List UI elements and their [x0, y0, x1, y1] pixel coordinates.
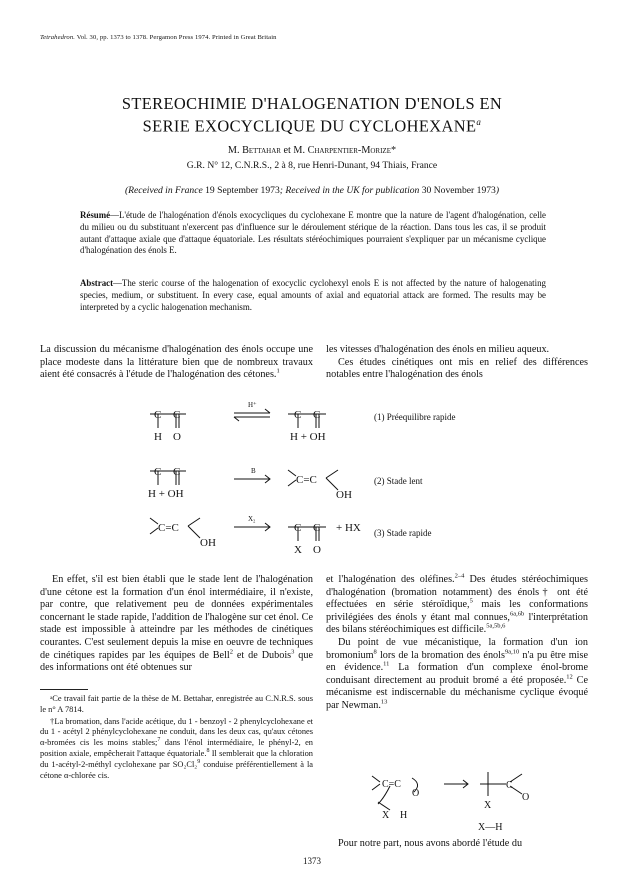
- ref-5: 5: [469, 597, 473, 605]
- received-part1: (Received in France: [124, 185, 203, 196]
- body-left-text-a: En effet, s'il est bien établi que le stade lent de l'halogénation d'une cétone est la formation d'un énol intermédiaire, il n'existe, par contre, que relativement peu de données expérimentales concernant le stade rapide, l'addition de l'halogène sur cet énol. Ce stade est impossible à atteindre par les méthodes de cinétiques courantes. C'est seulement depuis la mise en oeuvre de techniques de cinétiques rapides par les équipes de Bell: [40, 574, 313, 661]
- intro-left-text: La discussion du mécanisme d'halogénation des énols occupe une place modeste dans la littérature bien que de nombreux travaux aient été consacrés à l'étude de l'halogénation des cétones.: [40, 344, 313, 381]
- footnote-dagger-text-c: Il semblerait que la chloration du 1-acétyl-2-méthyl cyclohexane par SO₂Cl₂: [40, 748, 313, 769]
- reaction-scheme: [120, 400, 560, 570]
- body-right-text-d: l'interprétation des bilans stéréochimiques est difficile.: [326, 611, 588, 636]
- footnote-dagger: [40, 717, 313, 782]
- bond: [288, 480, 296, 486]
- resume-text: —L'étude de l'halogénation d'énols exocycliques du cyclohexane E montre que la nature de l'agent d'halogénation, celle du milieu ou du substituant n'exercent pas d'influence sur le déroulement stérique de la réaction. Dans tous les cas, il se produit autant d'attaque axiale que d'attaque équatoriale. Les résultats stéréochimiques pourraient s'expliquer par un mécanisme cyclique d'halogénation des énols E.: [80, 210, 546, 256]
- corresponding-star: *: [391, 145, 397, 156]
- bond: [372, 776, 380, 782]
- atom-c: C: [506, 780, 513, 791]
- atom-c: C: [294, 522, 302, 534]
- atom-oh: OH: [200, 537, 216, 549]
- ref-3: 3: [291, 648, 295, 656]
- atom-c: C: [173, 409, 181, 421]
- atom-c: C: [313, 409, 321, 421]
- body-right-column: [326, 574, 588, 713]
- ref-8: 8: [206, 748, 210, 755]
- abstract-block: [80, 278, 546, 313]
- ref-13: 13: [380, 698, 388, 706]
- reagent-x2: X₂: [248, 515, 256, 523]
- body-left-paragraph: [40, 574, 313, 675]
- bond: [378, 802, 390, 810]
- bond: [150, 518, 158, 524]
- step2-label: (2) Stade lent: [374, 476, 423, 486]
- body-right-p2: [326, 637, 588, 713]
- abstract-text: —The steric course of the halogenation of exocyclic cyclohexyl enols E is not affected by the nature of halogenating species, medium, or substituent. In every case, equal amounts of axial and equatorial attack are formed. The results may be interpreted by a cyclic halogenation mechanism.: [80, 278, 546, 312]
- body-right-text-g: n'a pu être mise en évidence.: [326, 649, 588, 674]
- step3-label: (3) Stade rapide: [374, 528, 432, 538]
- affiliation: G.R. N° 12, C.N.R.S., 2 à 8, rue Henri-Dunant, 94 Thiais, France: [186, 160, 438, 171]
- atom-o: O: [173, 431, 181, 443]
- journal-name: Tetrahedron.: [40, 34, 75, 41]
- atom-hoh: H + OH: [290, 431, 326, 443]
- atom-x: X: [484, 800, 492, 811]
- bond: [150, 528, 158, 534]
- body-right-p3: Pour notre part, nous avons abordé l'étude du: [338, 838, 523, 849]
- received-part2: ; Received in the UK for publication: [279, 185, 420, 196]
- body-right-text-f: lors de la bromation des énols: [376, 649, 505, 661]
- step1-label: (1) Préequilibre rapide: [374, 412, 456, 422]
- bond: [372, 784, 380, 790]
- title-line-2-text: SERIE EXOCYCLIQUE DU CYCLOHEXANE: [142, 116, 477, 136]
- author-joiner: et M.: [280, 145, 308, 156]
- reagent-h-plus: H⁺: [248, 401, 257, 409]
- bond: [188, 526, 200, 538]
- resume-label: Résumé: [80, 210, 111, 220]
- author1-initial: M.: [227, 145, 243, 156]
- ref-8: 8: [373, 648, 377, 656]
- arrow: [234, 417, 239, 421]
- ref-5-6: 5a,5b,6: [486, 622, 506, 630]
- bond: [188, 518, 200, 526]
- title-footnote-marker: a: [476, 117, 482, 127]
- atom-c: C: [294, 409, 302, 421]
- intro-left-column: [40, 344, 313, 382]
- ref-1: 1: [276, 367, 280, 375]
- paper-title: [40, 94, 584, 135]
- c-eq-c: C=C: [382, 779, 401, 790]
- ref-2: 2: [229, 648, 233, 656]
- bond: [288, 470, 296, 476]
- atom-oh: OH: [336, 489, 352, 501]
- page-number: 1373: [303, 856, 321, 866]
- footnote-a: ᵃCe travail fait partie de la thèse de M. Bettahar, enregistrée au C.N.R.S. sous le n° A 7814.: [40, 694, 313, 714]
- ref-7: 7: [157, 737, 161, 744]
- reagent-b: B: [251, 467, 256, 475]
- ref-12: 12: [566, 673, 573, 681]
- footnote-dagger-text-b: dans l'énol intermédiaire, le phényl-2, en position axiale, empêcherait l'attaque équatoriale.: [40, 738, 313, 758]
- title-line-2: [40, 113, 584, 135]
- body-right-text-c: mais les conformations privilégiées des énols y étant mal connues,: [326, 599, 589, 623]
- ref-9-10: 9a,10: [504, 648, 520, 656]
- arrow: [265, 409, 270, 413]
- ref-6: 6a,6b: [509, 610, 525, 618]
- author1-name: Bettahar: [242, 145, 281, 156]
- footnote-dagger-text: †La bromation, dans l'acide acétique, du 1 - benzoyl - 2 phenylcyclohexane et du 1 - acétyl 2 phénylcyclohexane ne conduit, dans les deux cas, qu'aux cétones α-bromées cis les moins stables;: [40, 716, 313, 748]
- resume-block: [80, 210, 546, 257]
- intro-right-p1: les vitesses d'halogénation des énols en milieu aqueux.: [326, 344, 550, 355]
- received-close: ): [495, 185, 500, 196]
- atom-c: C: [154, 466, 162, 478]
- running-header: [40, 34, 600, 41]
- body-right-text-a: et l'halogénation des oléfines.: [326, 574, 455, 585]
- intro-left-paragraph: [40, 344, 313, 382]
- body-right-text-e: Du point de vue mécanistique, la formation d'un ion bromonium: [326, 636, 588, 661]
- body-left-text-c: que des informations ont été obtenues sur: [40, 649, 314, 674]
- footnotes: [40, 694, 313, 782]
- atom-c: C: [313, 522, 321, 534]
- body-left-column: [40, 574, 313, 675]
- abstract-label: Abstract: [80, 278, 114, 288]
- body-right-text-h: La formation d'un complexe énol-brome conduisant directement au produit bromé a été proposée.: [326, 662, 588, 686]
- atom-h: H: [154, 431, 162, 443]
- intro-right-p2: Ces études cinétiques ont mis en relief des différences notables entre l'halogénation des énols: [326, 356, 588, 381]
- atom-o: O: [313, 544, 321, 556]
- atom-o: O: [522, 792, 530, 803]
- cyclic-mechanism-diagram: [356, 762, 556, 822]
- atom-x: X: [294, 544, 302, 556]
- footnote-rule: [40, 689, 88, 690]
- c-eq-c: C=C: [158, 522, 179, 534]
- received-date2: 30 November 1973: [419, 185, 496, 196]
- atom-hoh: H + OH: [148, 488, 184, 500]
- atom-o: O: [412, 788, 420, 799]
- ref-11: 11: [383, 660, 390, 668]
- received-date1: 19 September 1973: [202, 185, 280, 196]
- bond: [326, 470, 338, 478]
- xh-label: X—H: [478, 822, 503, 833]
- received-dates: [40, 185, 584, 196]
- body-left-text-b: et de Dubois: [233, 649, 292, 661]
- body-right-p1: [326, 574, 588, 637]
- body-right-continuation: [326, 838, 588, 851]
- body-right-text-i: Ce mécanisme est indiscernable du méchanisme cyclique évoqué par Newman.: [326, 674, 588, 711]
- authors: [40, 145, 584, 156]
- byproduct-hx: + HX: [336, 522, 361, 534]
- c-eq-c: C=C: [296, 474, 317, 486]
- title-line-1: STEREOCHIMIE D'HALOGENATION D'ENOLS EN: [121, 94, 503, 113]
- atom-c: C: [173, 466, 181, 478]
- journal-details: Vol. 30, pp. 1373 to 1378. Pergamon Press 1974. Printed in Great Britain: [76, 34, 277, 41]
- atom-x: X: [382, 810, 390, 821]
- footnote-dagger-text-d: conduise préférentiellement à la cétone α-chlorée cis.: [40, 759, 313, 780]
- intro-right-column: [326, 344, 588, 382]
- body-right-text-b: Des études stéréochimiques d'halogénation (bromation notamment) des énols† ont été effectuées en série stéroïdique,: [326, 574, 588, 611]
- author2-name: Charpentier-Morize: [307, 145, 391, 156]
- ref-9: 9: [197, 758, 201, 765]
- atom-h: H: [400, 810, 408, 821]
- ref-2-4: 2–4: [454, 572, 465, 580]
- atom-c: C: [154, 409, 162, 421]
